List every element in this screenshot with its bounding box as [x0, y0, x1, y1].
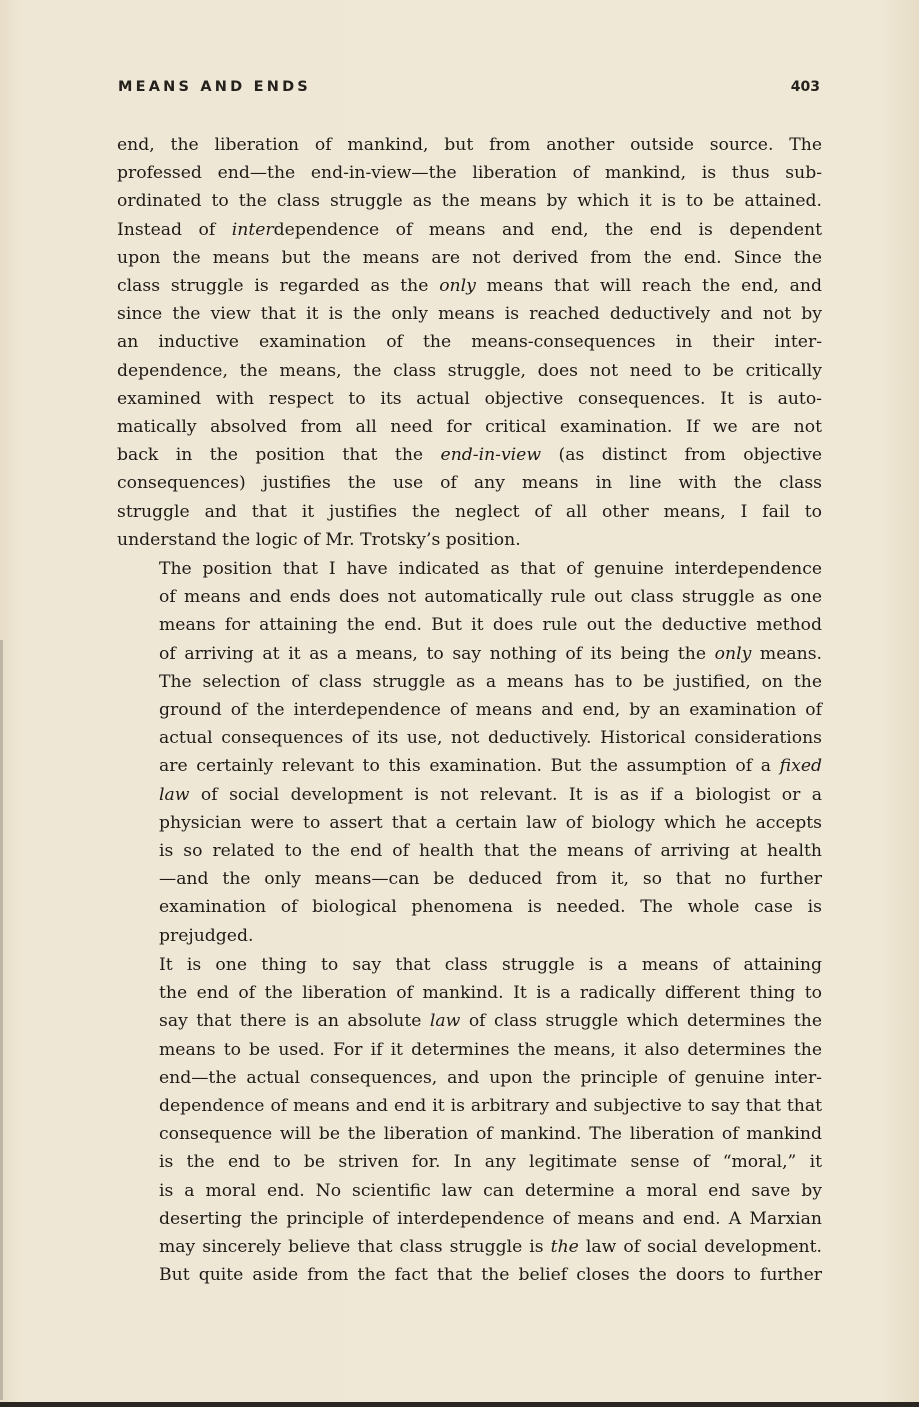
text-line [117, 865, 822, 893]
paragraph [117, 951, 822, 1289]
text-run: —and the only means—can be deduced from it, so that no further [159, 869, 822, 890]
italic-text: law [429, 1011, 461, 1032]
text-line [117, 498, 822, 526]
text-run: end—the actual consequences, and upon the principle of genuine inter- [159, 1067, 822, 1088]
italic-text: only [714, 643, 752, 664]
text-line [117, 441, 822, 469]
text-run: class struggle is regarded as the [117, 276, 440, 297]
text-run: ground of the interdependence of means and end, by an examination of [159, 700, 822, 721]
text-run: The selection of class struggle as a means has to be justified, on the [159, 671, 822, 692]
text-line [117, 1233, 822, 1261]
text-line [117, 272, 822, 300]
text-run: may sincerely believe that class struggle is [159, 1236, 551, 1257]
text-line [117, 357, 822, 385]
text-line [117, 526, 822, 554]
text-run: means for attaining the end. But it does rule out the deductive method [159, 615, 822, 636]
text-line [117, 922, 822, 950]
text-line [117, 187, 822, 215]
text-run: is so related to the end of health that the means of arriving at health [159, 841, 822, 862]
text-run: of means and ends does not automatically rule out class struggle as one [159, 587, 822, 608]
text-line [117, 1092, 822, 1120]
text-run: is a moral end. No scientific law can determine a moral end save by [159, 1180, 822, 1201]
body-text [117, 131, 822, 1289]
text-line [117, 1148, 822, 1176]
text-run: means that will reach the end, and [475, 276, 822, 297]
text-line [117, 640, 822, 668]
text-run: is the end to be striven for. In any legitimate sense of “moral,” it [159, 1152, 822, 1173]
text-run: are certainly relevant to this examination. But the assumption of a [159, 756, 780, 777]
text-line [117, 837, 822, 865]
text-line [117, 1036, 822, 1064]
text-run: examined with respect to its actual objective consequences. It is auto- [117, 388, 822, 409]
text-run: ordinated to the class struggle as the means by which it is to be attained. [117, 191, 822, 212]
italic-text: the [550, 1236, 579, 1257]
text-run: consequences) justifies the use of any means in line with the class [117, 473, 822, 494]
text-run: means to be used. For if it determines the means, it also determines the [159, 1039, 822, 1060]
text-line [117, 413, 822, 441]
text-line [117, 809, 822, 837]
paragraph [117, 555, 822, 950]
text-run: dependence of means and end it is arbitrary and subjective to say that that [159, 1095, 822, 1116]
italic-text: only [439, 276, 476, 297]
text-line [117, 1261, 822, 1289]
text-run: understand the logic of Mr. Trotsky’s position. [117, 529, 521, 550]
text-run: professed end—the end-in-view—the liberation of mankind, is thus sub- [117, 163, 822, 184]
text-line [117, 244, 822, 272]
text-line [117, 668, 822, 696]
text-line [117, 781, 822, 809]
text-line [117, 131, 822, 159]
text-line [117, 555, 822, 583]
text-line [117, 1064, 822, 1092]
text-run: upon the means but the means are not derived from the end. Since the [117, 247, 822, 268]
text-line [117, 328, 822, 356]
italic-text: inter [231, 219, 274, 240]
text-run: matically absolved from all need for critical examination. If we are not [117, 417, 822, 438]
text-line [117, 385, 822, 413]
page-bottom-edge [0, 1402, 919, 1407]
text-run: the end of the liberation of mankind. It is a radically different thing to [159, 983, 822, 1004]
text-run: actual consequences of its use, not deductively. Historical considerations [159, 728, 822, 749]
text-run: deserting the principle of interdependence of means and end. A Marxian [159, 1208, 822, 1229]
text-run: But quite aside from the fact that the belief closes the doors to further [159, 1265, 822, 1286]
page-binding-shadow [0, 640, 3, 1400]
page-number: 403 [790, 79, 820, 95]
text-run: back in the position that the [117, 445, 441, 466]
italic-text: fixed [779, 756, 822, 777]
text-line [117, 216, 822, 244]
text-line [117, 724, 822, 752]
text-run: struggle and that it justifies the neglect of all other means, I fail to [117, 501, 822, 522]
text-line [117, 951, 822, 979]
text-run: examination of biological phenomena is needed. The whole case is [159, 897, 822, 918]
text-line [117, 1205, 822, 1233]
text-line [117, 752, 822, 780]
text-run: law of social development. [578, 1236, 822, 1257]
text-run: of class struggle which determines the [460, 1011, 822, 1032]
text-line [117, 893, 822, 921]
text-run: end, the liberation of mankind, but from another outside source. The [117, 135, 822, 155]
text-line [117, 1120, 822, 1148]
text-run: say that there is an absolute [159, 1011, 430, 1032]
paragraph [117, 131, 822, 554]
text-run: The position that I have indicated as that of genuine interdependence [159, 559, 822, 580]
text-run: an inductive examination of the means-consequences in their inter- [117, 332, 822, 353]
text-run: (as distinct from objective [541, 445, 822, 466]
text-run: consequence will be the liberation of mankind. The liberation of mankind [159, 1124, 822, 1145]
text-run: physician were to assert that a certain law of biology which he accepts [159, 812, 822, 833]
text-line [117, 611, 822, 639]
italic-text: end-in-view [440, 445, 542, 466]
text-run: dependence, the means, the class struggle, does not need to be critically [117, 360, 822, 381]
text-line [117, 583, 822, 611]
running-head: MEANS AND ENDS [118, 79, 311, 95]
text-line [117, 696, 822, 724]
text-line [117, 469, 822, 497]
text-run: It is one thing to say that class struggle is a means of attaining [159, 954, 822, 975]
text-run: of social development is not relevant. It is as if a biologist or a [189, 784, 822, 805]
text-line [117, 1007, 822, 1035]
text-run: prejudged. [159, 925, 254, 946]
text-run: Instead of [117, 219, 232, 240]
text-line [117, 300, 822, 328]
text-run: means. [751, 643, 822, 664]
text-line [117, 979, 822, 1007]
text-line [117, 159, 822, 187]
page-header [118, 79, 820, 101]
text-line [117, 1177, 822, 1205]
text-run: of arriving at it as a means, to say nothing of its being the [159, 643, 715, 664]
text-run: dependence of means and end, the end is dependent [273, 219, 822, 240]
italic-text: law [159, 784, 190, 805]
text-run: since the view that it is the only means is reached deductively and not by [117, 304, 822, 325]
